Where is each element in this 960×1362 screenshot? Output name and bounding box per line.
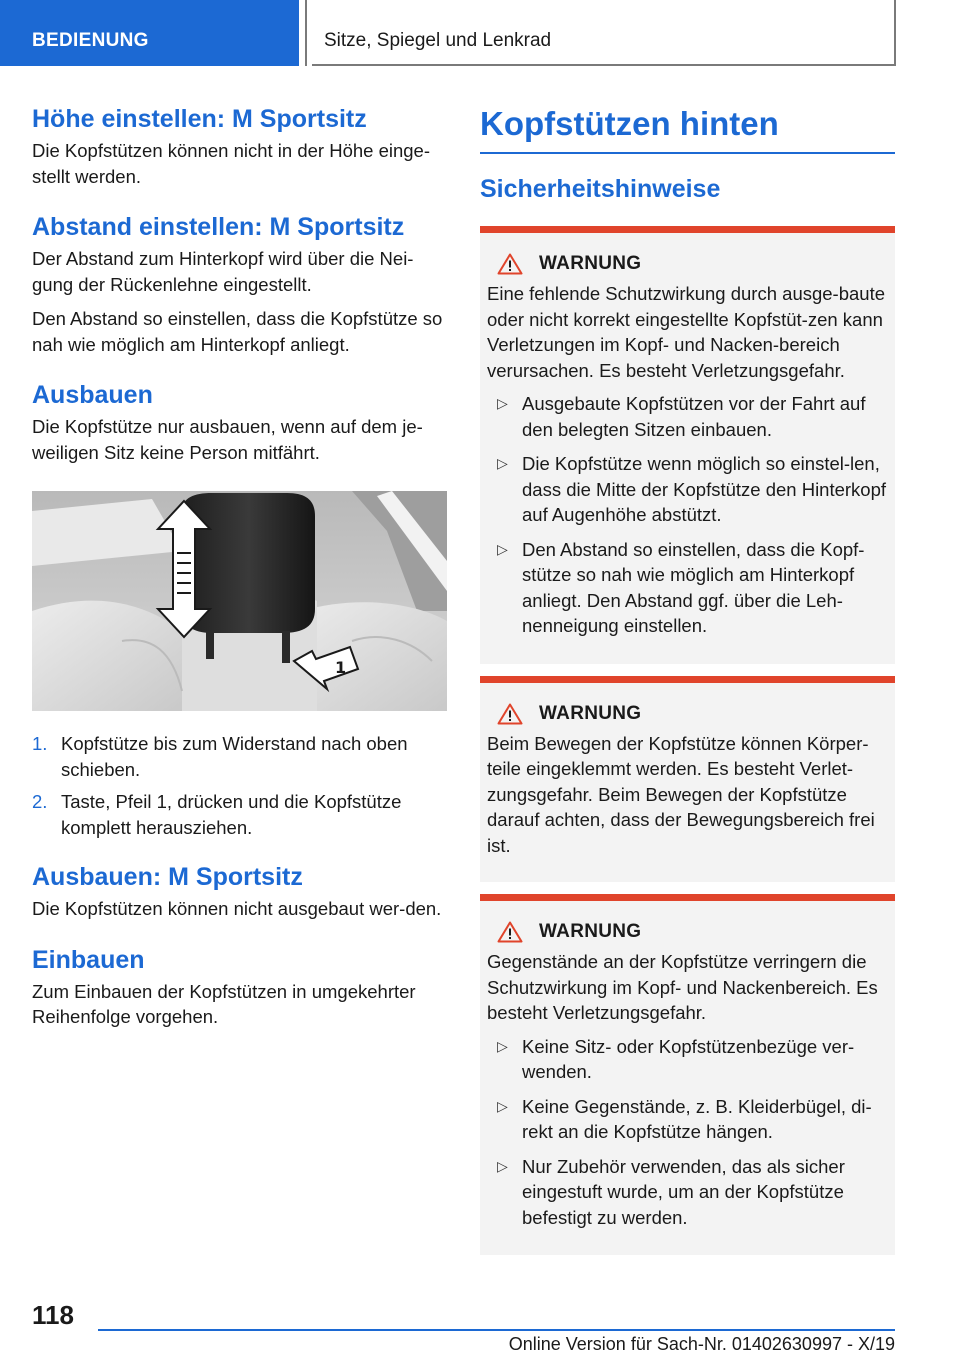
heading-hoehe-einstellen: Höhe einstellen: M Sportsitz [32,105,367,133]
step-list [32,731,447,840]
header-divider [305,0,307,66]
warning-box [480,676,895,883]
warning-label: WARNUNG [539,702,642,724]
heading-abstand-einstellen: Abstand einstellen: M Sportsitz [32,213,405,241]
left-column [32,104,447,1039]
paragraph: Die Kopfstütze nur ausbauen, wenn auf dem je-weiligen Sitz keine Person mitfährt. [32,416,423,463]
warning-text: Beim Bewegen der Kopfstütze können Körper-teile eingeklemmt werden. Es besteht Verlet-zungsgefahr. Beim Bewegen der Kopfstütze darauf achten, dass der Bewegungsbereich frei ist. [487,732,875,856]
warning-triangle-icon [497,253,523,275]
footer-divider [98,1329,895,1331]
bullet-list [487,391,887,639]
triangle-bullet-icon: ▷ [497,540,508,557]
list-item: ▷ Keine Sitz- oder Kopfstützenbezüge ver-wenden. [497,1035,855,1082]
triangle-bullet-icon: ▷ [497,1097,508,1114]
paragraph: Die Kopfstützen können nicht ausgebaut wer-den. [32,898,442,919]
warning-label: WARNUNG [539,253,642,274]
warning-triangle-icon [497,703,523,725]
list-item: ▷ Ausgebaute Kopfstützen vor der Fahrt auf den belegten Sitzen einbauen. [497,393,866,440]
triangle-bullet-icon: ▷ [497,1037,508,1054]
footer-online-version: Online Version für Sach-Nr. 01402630997 - X/19 [508,1334,895,1354]
heading-ausbauen: Ausbauen [32,381,153,409]
page-number: 118 [32,1300,74,1330]
heading-ausbauen-m-sportsitz: Ausbauen: M Sportsitz [32,863,303,891]
warning-text: Gegenstände an der Kopfstütze verringern die Schutzwirkung im Kopf- und Nackenbereich. Es besteht Verletzungsgefahr. [487,951,878,1023]
page-header [0,0,960,66]
warning-text: Eine fehlende Schutzwirkung durch ausge-baute oder nicht korrekt eingestellte Kopfstüt-zen kann Verletzungen im Kopf- und Nacken-bereich verursachen. Es besteht Verletzungsgefahr. [487,283,886,381]
headrest-illustration [32,491,447,711]
paragraph: Der Abstand zum Hinterkopf wird über die Nei-gung der Rückenlehne eingestellt. [32,248,414,295]
chapter-tab: BEDIENUNG [0,0,299,66]
warning-triangle-icon [497,921,523,943]
paragraph: Den Abstand so einstellen, dass die Kopfstütze so nah wie möglich am Hinterkopf anliegt. [32,308,443,355]
bullet-list [487,1034,887,1231]
warning-label: WARNUNG [539,921,642,942]
triangle-bullet-icon: ▷ [497,1157,508,1174]
subheading-sicherheitshinweise: Sicherheitshinweise [480,175,721,203]
page-title: Kopfstützen hinten [480,104,895,154]
heading-einbauen: Einbauen [32,945,145,974]
headrest-removal-image [32,491,447,711]
list-item: 1. Kopfstütze bis zum Widerstand nach oben schieben. [32,733,408,780]
warning-box [480,226,895,664]
triangle-bullet-icon: ▷ [497,395,508,411]
triangle-bullet-icon: ▷ [497,455,508,471]
list-item: ▷ Nur Zubehör verwenden, das als sicher eingestuft wurde, um an der Kopfstütze befestigt zu werden. [497,1155,845,1228]
paragraph: Die Kopfstützen können nicht in der Höhe einge-stellt werden. [32,140,431,187]
list-item: ▷ Den Abstand so einstellen, dass die Kopf-stütze so nah wie möglich am Hinterkopf anliegt. Den Abstand ggf. über die Leh-nenneigung einstellen. [497,538,865,636]
figure-label: 1 [335,658,347,677]
list-item: ▷ Die Kopfstütze wenn möglich so einstel-len, dass die Mitte der Kopfstütze den Hinterkopf auf Augenhöhe abstützt. [497,453,887,525]
list-item: 2. Taste, Pfeil 1, drücken und die Kopfstütze komplett herausziehen. [32,791,402,838]
list-item: ▷ Keine Gegenstände, z. B. Kleiderbügel, di-rekt an die Kopfstütze hängen. [497,1095,872,1142]
paragraph: Zum Einbauen der Kopfstützen in umgekehrter Reihenfolge vorgehen. [32,980,416,1027]
section-title: Sitze, Spiegel und Lenkrad [312,0,896,66]
warning-box [480,894,895,1255]
right-column [480,104,895,1267]
